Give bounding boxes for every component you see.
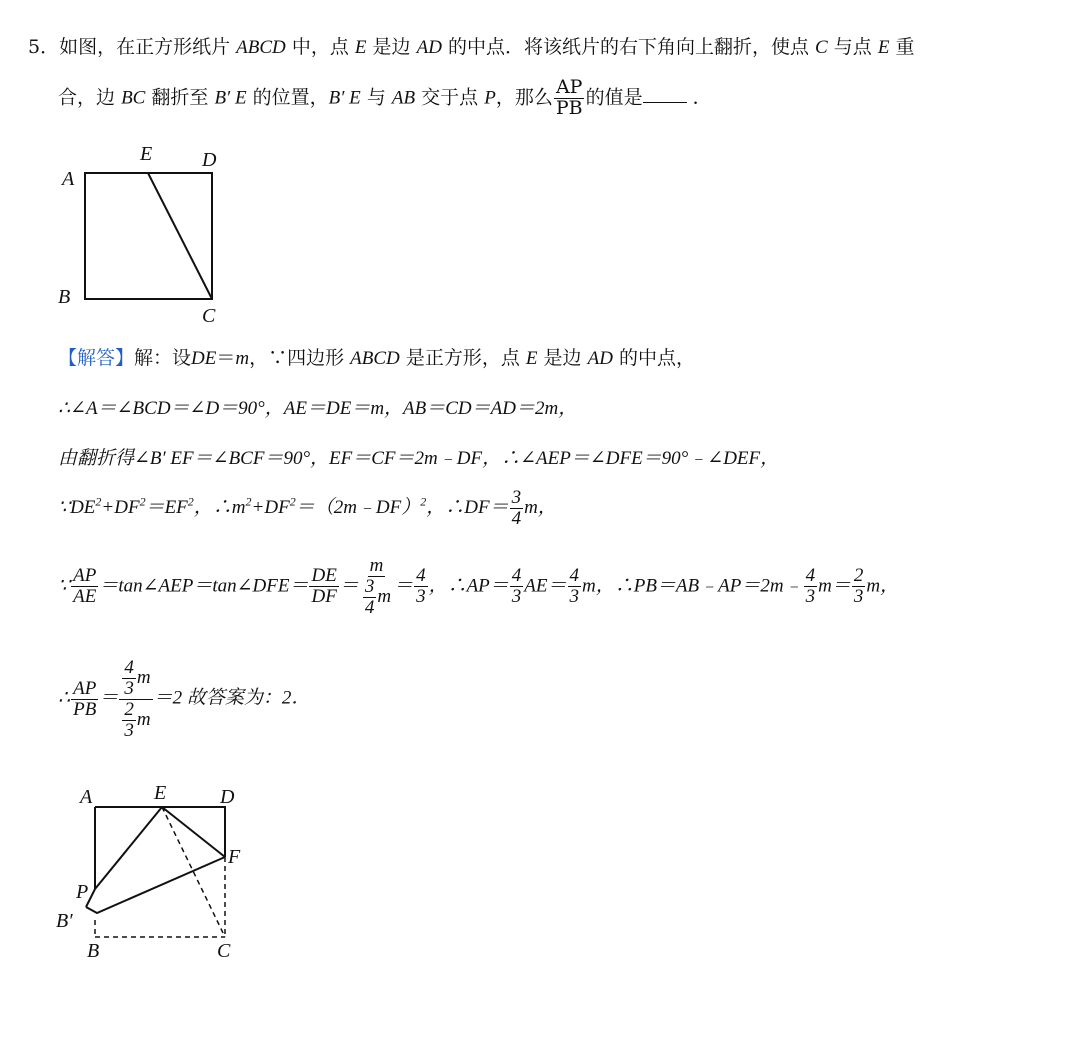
label-b: B — [58, 286, 71, 308]
problem-line-2: 合，边 BC 翻折至 B′ E 的位置，B′ E 与 AB 交于点 P，那么 $\frac{AP}{PB}$ 的值是 ． — [58, 76, 712, 119]
fig2-label-e: E — [154, 782, 167, 804]
segment-ep — [95, 807, 162, 889]
figure-folded — [50, 780, 260, 970]
problem-line-1: 5．如图，在正方形纸片 ABCD 中，点 E 是边 AD 的中点．将该纸片的右下角向上翻折，使点 C 与点 E 重 — [28, 36, 915, 58]
fig2-label-d: D — [220, 786, 235, 808]
fraction-ap-pb-final: $\frac{AP}{PB}$ — [73, 677, 97, 720]
label-a: A — [62, 168, 75, 190]
solution-line-3: 由翻折得∠B′ EF＝∠BCF＝90°，EF＝CF＝2m﹣DF，∴∠AEP＝∠DFE＝90°﹣∠DEF， — [58, 448, 780, 469]
fraction-3-4: $\frac{3}{4}$ — [511, 487, 522, 529]
fig2-label-b: B — [87, 940, 100, 962]
label-d: D — [202, 149, 217, 171]
fraction-de-df: $\frac{DE}{DF}$ — [311, 565, 337, 608]
solution-line-1: 【解答】解：设DE＝m，∵四边形 ABCD 是正方形，点 E 是边 AD 的中点， — [58, 347, 695, 369]
fig2-label-a: A — [80, 786, 93, 808]
dashed-ec — [162, 807, 225, 937]
fig2-label-c: C — [217, 940, 231, 962]
figure-square — [50, 140, 230, 330]
fraction-ap-pb: $\frac{AP}{PB}$ — [555, 76, 583, 119]
segment-ec — [148, 173, 212, 299]
segment-ef — [162, 807, 225, 857]
fraction-4-3: $\frac{4}{3}$ — [416, 565, 426, 608]
fraction-m-over-3-4m: m $\frac{3}{4}$ m — [364, 555, 392, 618]
answer-blank — [643, 102, 687, 103]
solution-label: 【解答】 — [58, 347, 135, 369]
solution-line-2: ∴∠A＝∠BCD＝∠D＝90°，AE＝DE＝m，AB＝CD＝AD＝2m， — [58, 398, 578, 419]
label-c: C — [202, 305, 216, 327]
problem-number: 5． — [28, 36, 60, 58]
folded-edge — [86, 857, 225, 913]
fig2-label-f: F — [228, 846, 241, 868]
solution-line-5: ∵ $\frac{AP}{AE}$ ＝tan∠AEP＝tan∠DFE＝ $\frac{DE}{DF}$ ＝ m $\frac{3}{4}$ m ＝ $\frac{4}{3}$ ，∴AP＝ $\frac{4}{3}$ AE＝ $\frac{4}{3}$ m，∴PB＝AB﹣AP＝2m﹣ $\frac{4}{3}$ m＝ $\frac{2}{3}$ m， — [58, 555, 900, 618]
top-edges — [95, 807, 225, 857]
solution-line-6: ∴ $\frac{AP}{PB}$ ＝ $\frac{4}{3}$ m $\frac{2}{3}$ m ＝2 故答案为：2． — [58, 657, 311, 741]
label-e: E — [140, 143, 153, 165]
square-abcd — [85, 173, 212, 299]
fig2-label-p: P — [76, 881, 89, 903]
fraction-ap-ae: $\frac{AP}{AE}$ — [73, 565, 97, 608]
solution-line-4: $\because DE^2+DF^2=EF^2$，$\therefore m^2+DF^2=(2m﹣DF)^2$，∴DF＝ $\frac{3}{4}$ m， — [58, 487, 557, 529]
fig2-label-bprime: B′ — [56, 910, 73, 932]
fraction-compound: $\frac{4}{3}$ m $\frac{2}{3}$ m — [119, 658, 152, 741]
